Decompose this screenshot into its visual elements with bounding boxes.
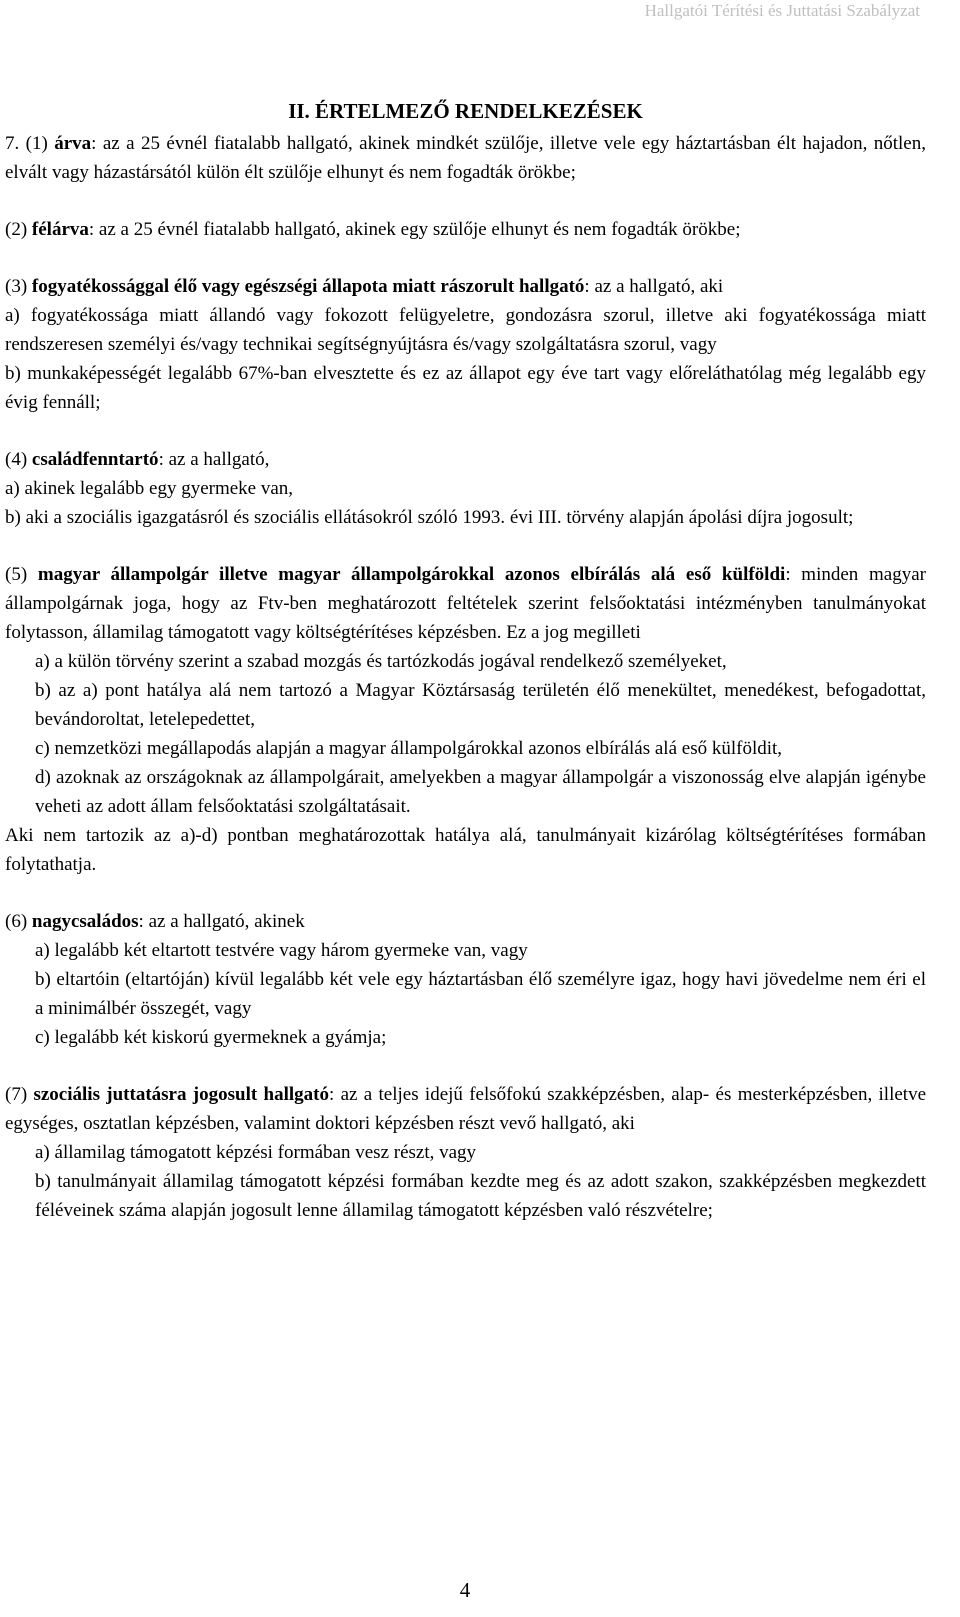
paragraph-7-a: a) államilag támogatott képzési formában vesz részt, vagy [35, 1142, 477, 1163]
paragraph-3: (3) fogyatékossággal élő vagy egészségi állapota miatt rászorult hallgató: az a hallgató, aki [5, 276, 724, 297]
section-title: II. ÉRTELMEZŐ RENDELKEZÉSEK [288, 99, 643, 123]
paragraph-4-b: b) aki a szociális igazgatásról és szociális ellátásokról szóló 1993. évi III. törvény alapján ápolási díjra jogosult; [5, 507, 854, 528]
paragraph-4: (4) családfenntartó: az a hallgató, [5, 449, 270, 470]
paragraph-5-tail: Aki nem tartozik az a)-d) pontban meghatározottak hatálya alá, tanulmányait kizárólag költségtérítéses formában folytathatja. [5, 825, 926, 875]
paragraph-6-b: b) eltartóin (eltartóján) kívül legalább két vele egy háztartásban élő személyre igaz, hogy havi jövedelme nem éri el a minimálbér összegét, vagy [35, 969, 926, 1019]
paragraph-1: 7. (1) árva: az a 25 évnél fiatalabb hallgató, akinek mindkét szülője, illetve vele egy háztartásban élt hajadon, nőtlen, elvált vagy házastársától külön élt szülője elhunyt és nem fogadták örökbe; [5, 133, 926, 183]
term-magyar-allampolgar: magyar állampolgár illetve magyar állampolgárokkal azonos elbírálás alá eső külföldi [37, 564, 786, 585]
term-nagycsalados: nagycsaládos [31, 911, 139, 932]
term-arva: árva [54, 133, 92, 154]
paragraph-6-a: a) legalább két eltartott testvére vagy három gyermeke van, vagy [35, 940, 528, 961]
paragraph-5-c: c) nemzetközi megállapodás alapján a magyar állampolgárokkal azonos elbírálás alá eső külföldit, [35, 738, 783, 759]
document-body [5, 95, 926, 1225]
paragraph-5-d: d) azoknak az országoknak az állampolgárait, amelyekben a magyar állampolgár a viszonosság elve alapján igénybe veheti az adott állam felsőoktatási szolgáltatásait. [35, 767, 926, 817]
paragraph-3-b: b) munkaképességét legalább 67%-ban elvesztette és ez az állapot egy éve tart vagy előreláthatólag még legalább egy évig fennáll; [5, 363, 926, 413]
paragraph-7-b: b) tanulmányait államilag támogatott képzési formában kezdte meg és az adott szakon, szakképzésben megkezdett féléveinek száma alapján jogosult lenne államilag támogatott képzésben való részvételre; [35, 1171, 926, 1221]
paragraph-5: (5) magyar állampolgár illetve magyar állampolgárokkal azonos elbírálás alá eső külföldi: minden magyar állampolgárnak joga, hogy az Ftv-ben meghatározott feltételek szerint felsőoktatási intézményben tanulmányokat folytasson, államilag támogatott vagy költségtérítéses képzésben. Ez a jog megilleti [5, 564, 926, 643]
paragraph-2: (2) félárva: az a 25 évnél fiatalabb hallgató, akinek egy szülője elhunyt és nem fogadták örökbe; [5, 219, 741, 240]
running-header: Hallgatói Térítési és Juttatási Szabályzat [644, 1, 920, 20]
term-felarva: félárva [31, 219, 89, 240]
term-szocialis-juttatas: szociális juttatásra jogosult hallgató [33, 1084, 329, 1105]
paragraph-6-c: c) legalább két kiskorú gyermeknek a gyámja; [35, 1027, 387, 1048]
paragraph-3-a: a) fogyatékossága miatt állandó vagy fokozott felügyeletre, gondozásra szorul, illetve aki fogyatékossága miatt rendszeresen személyi és/vagy technikai segítségnyújtásra és/vagy szolgáltatásra szorul, vagy [5, 305, 926, 355]
paragraph-4-a: a) akinek legalább egy gyermeke van, [5, 478, 294, 499]
paragraph-6: (6) nagycsaládos: az a hallgató, akinek [5, 911, 305, 932]
paragraph-5-a: a) a külön törvény szerint a szabad mozgás és tartózkodás jogával rendelkező személyeket, [35, 651, 727, 672]
term-csaladfenntarto: családfenntartó [31, 449, 159, 470]
paragraph-5-b: b) az a) pont hatálya alá nem tartozó a Magyar Köztársaság területén élő menekültet, menedékest, befogadottat, bevándoroltat, letelepedettet, [35, 680, 926, 730]
page-number: 4 [459, 1578, 471, 1602]
term-fogyatekos: fogyatékossággal élő vagy egészségi állapota miatt rászorult hallgató [31, 276, 585, 297]
paragraph-7: (7) szociális juttatásra jogosult hallgató: az a teljes idejű felsőfokú szakképzésben, alap- és mesterképzésben, illetve egységes, osztatlan képzésben, valamint doktori képzésben részt vevő hallgató, aki [5, 1084, 927, 1134]
